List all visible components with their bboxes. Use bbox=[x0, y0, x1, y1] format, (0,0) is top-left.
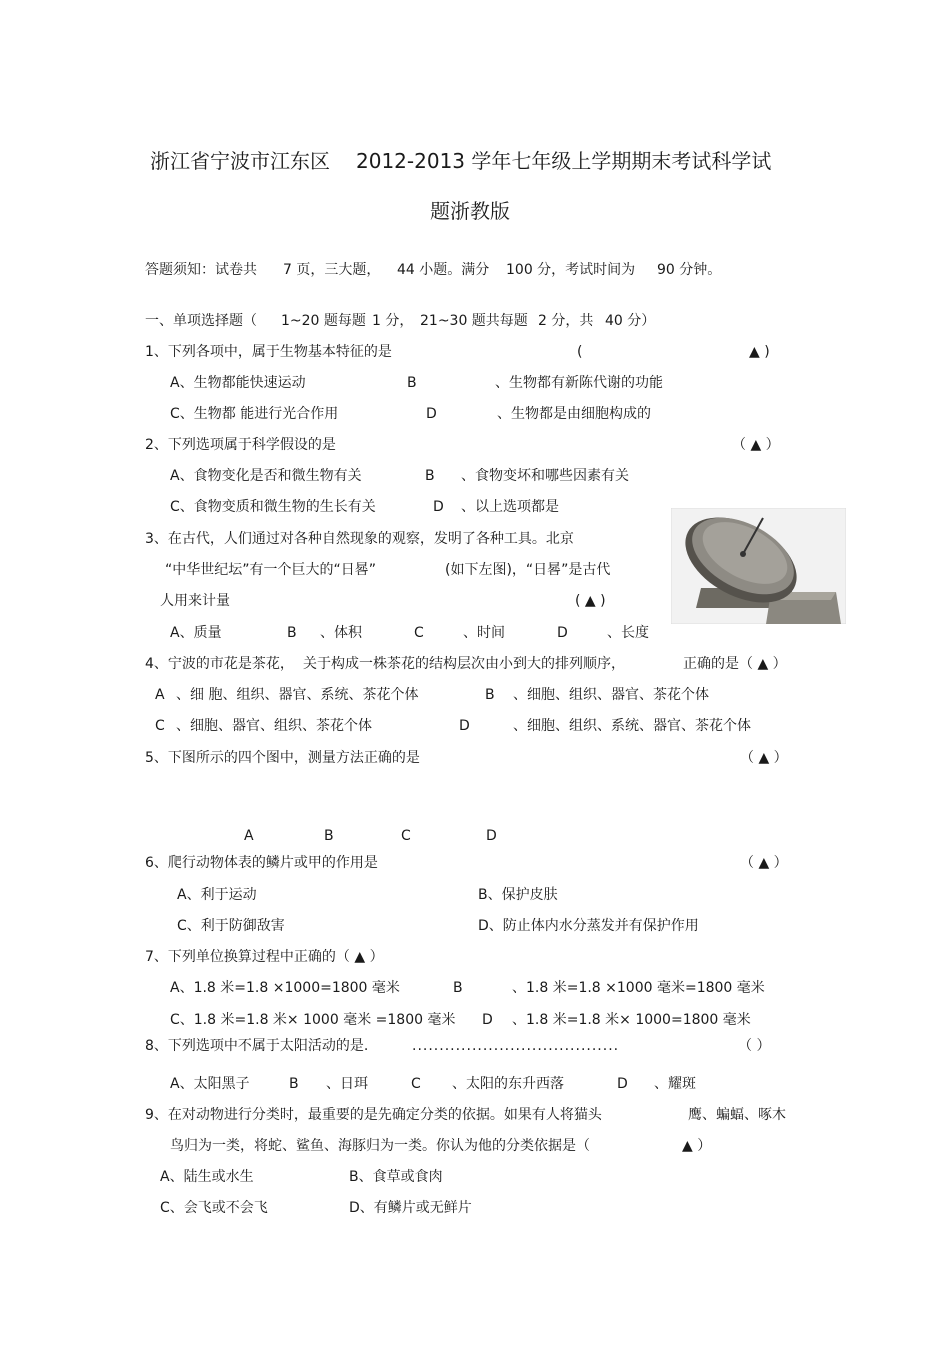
question-stem: 7、下列单位换算过程中正确的（ ▲ ） bbox=[145, 949, 384, 965]
answer-bracket: （ ▲ ） bbox=[732, 437, 780, 453]
page-title-line2: 题浙教版 bbox=[430, 199, 510, 223]
option-letter: C bbox=[155, 718, 165, 734]
section-heading: 1 分， bbox=[372, 313, 414, 329]
option-letter: D bbox=[482, 1012, 493, 1028]
notice-text: 7 页，三大题， bbox=[283, 262, 381, 278]
question-stem: (如下左图)，“日晷”是古代 bbox=[445, 562, 611, 578]
section-heading: 2 分，共 bbox=[538, 313, 594, 329]
option: C、利于防御敌害 bbox=[177, 918, 285, 934]
option: 、1.8 米=1.8 ×1000 毫米=1800 毫米 bbox=[512, 980, 765, 996]
option: D、有鳞片或无鲜片 bbox=[349, 1200, 472, 1216]
answer-bracket: （ ▲ ） bbox=[740, 855, 788, 871]
option-letter: D bbox=[557, 625, 568, 641]
option-letter: B bbox=[485, 687, 495, 703]
question-stem: 8、下列选项中不属于太阳活动的是. bbox=[145, 1038, 369, 1054]
option: A、食物变化是否和微生物有关 bbox=[170, 468, 362, 484]
option-letter: B bbox=[407, 375, 417, 391]
option-letter: A bbox=[155, 687, 165, 703]
figure-label: C bbox=[401, 828, 411, 844]
option-letter: D bbox=[426, 406, 437, 422]
question-stem: “中华世纪坛”有一个巨大的“日晷” bbox=[165, 562, 377, 578]
question-stem: 1、下列各项中，属于生物基本特征的是 bbox=[145, 344, 392, 360]
question-stem: 关于构成一株茶花的结构层次由小到大的排列顺序， bbox=[303, 656, 625, 672]
option: C、会飞或不会飞 bbox=[160, 1200, 268, 1216]
answer-bracket: ( ▲ ) bbox=[575, 593, 606, 609]
option: C、1.8 米=1.8 米× 1000 毫米 =1800 毫米 bbox=[170, 1012, 456, 1028]
answer-bracket: ▲ ) bbox=[749, 344, 770, 360]
option: B、保护皮肤 bbox=[478, 887, 558, 903]
figure-label: A bbox=[244, 828, 254, 844]
option-letter: C bbox=[411, 1076, 421, 1092]
page-title-part1: 浙江省宁波市江东区 bbox=[150, 149, 330, 173]
option: 、以上选项都是 bbox=[461, 499, 559, 515]
option: 、体积 bbox=[320, 625, 362, 641]
option: 、日珥 bbox=[326, 1076, 368, 1092]
figure-label: D bbox=[486, 828, 497, 844]
option: A、利于运动 bbox=[177, 887, 257, 903]
option: A、陆生或水生 bbox=[160, 1169, 254, 1185]
option: 、太阳的东升西落 bbox=[452, 1076, 564, 1092]
question-stem: 鸟归为一类，将蛇、鲨鱼、海豚归为一类。你认为他的分类依据是（ bbox=[170, 1138, 590, 1154]
notice-text: 100 分，考试时间为 bbox=[506, 262, 636, 278]
option-letter: B bbox=[287, 625, 297, 641]
answer-bracket: （ ▲ ） bbox=[740, 750, 788, 766]
notice-text: 90 分钟。 bbox=[657, 262, 722, 278]
option: 、食物变坏和哪些因素有关 bbox=[461, 468, 629, 484]
option: 、细胞、组织、系统、器官、茶花个体 bbox=[513, 718, 751, 734]
option: 、1.8 米=1.8 米× 1000=1800 毫米 bbox=[512, 1012, 751, 1028]
option: 、长度 bbox=[607, 625, 649, 641]
figure-label: B bbox=[324, 828, 334, 844]
question-stem: 4、宁波的市花是茶花， bbox=[145, 656, 294, 672]
question-stem: 9、在对动物进行分类时，最重要的是先确定分类的依据。如果有人将猫头 bbox=[145, 1107, 602, 1123]
option: 、时间 bbox=[463, 625, 505, 641]
option: 、细胞、器官、组织、茶花个体 bbox=[176, 718, 372, 734]
option-letter: D bbox=[617, 1076, 628, 1092]
question-stem: 5、下图所示的四个图中，测量方法正确的是 bbox=[145, 750, 420, 766]
question-stem: 鹰、蝙蝠、啄木 bbox=[688, 1107, 786, 1123]
option-letter: D bbox=[459, 718, 470, 734]
option: 、细 胞、组织、器官、系统、茶花个体 bbox=[176, 687, 419, 703]
option-letter: C bbox=[414, 625, 424, 641]
option-letter: B bbox=[453, 980, 463, 996]
option: A、太阳黑子 bbox=[170, 1076, 250, 1092]
notice-text: 答题须知：试卷共 bbox=[145, 262, 257, 278]
option: 、细胞、组织、器官、茶花个体 bbox=[513, 687, 709, 703]
question-stem: 3、在古代，人们通过对各种自然现象的观察，发明了各种工具。北京 bbox=[145, 531, 574, 547]
section-heading: 40 分） bbox=[605, 313, 656, 329]
option: 、生物都有新陈代谢的功能 bbox=[495, 375, 663, 391]
section-heading: 21~30 题共每题 bbox=[420, 313, 528, 329]
option: A、生物都能快速运动 bbox=[170, 375, 306, 391]
answer-bracket: ( bbox=[577, 344, 583, 360]
option: 、耀斑 bbox=[654, 1076, 696, 1092]
page-title-part2: 2012-2013 学年七年级上学期期末考试科学试 bbox=[356, 149, 772, 173]
option-letter: B bbox=[425, 468, 435, 484]
option: B、食草或食肉 bbox=[349, 1169, 443, 1185]
sundial-image bbox=[671, 508, 846, 624]
question-stem: 2、下列选项属于科学假设的是 bbox=[145, 437, 336, 453]
question-stem: 6、爬行动物体表的鳞片或甲的作用是 bbox=[145, 855, 378, 871]
option: A、质量 bbox=[170, 625, 222, 641]
option-letter: D bbox=[433, 499, 444, 515]
leader-dots: ...................................... bbox=[412, 1038, 620, 1054]
answer-bracket: ▲ ） bbox=[682, 1138, 712, 1154]
option: C、生物都 能进行光合作用 bbox=[170, 406, 339, 422]
option: D、防止体内水分蒸发并有保护作用 bbox=[478, 918, 699, 934]
option: 、生物都是由细胞构成的 bbox=[497, 406, 651, 422]
option: A、1.8 米=1.8 ×1000=1800 毫米 bbox=[170, 980, 400, 996]
option: C、食物变质和微生物的生长有关 bbox=[170, 499, 376, 515]
option-letter: B bbox=[289, 1076, 299, 1092]
answer-bracket: （ ） bbox=[738, 1038, 771, 1054]
question-stem: 人用来计量 bbox=[160, 593, 230, 609]
notice-text: 44 小题。满分 bbox=[397, 262, 490, 278]
section-heading: 1~20 题每题 bbox=[281, 313, 366, 329]
section-heading: 一、单项选择题（ bbox=[145, 313, 257, 329]
question-stem: 正确的是（ ▲ ） bbox=[683, 656, 787, 672]
